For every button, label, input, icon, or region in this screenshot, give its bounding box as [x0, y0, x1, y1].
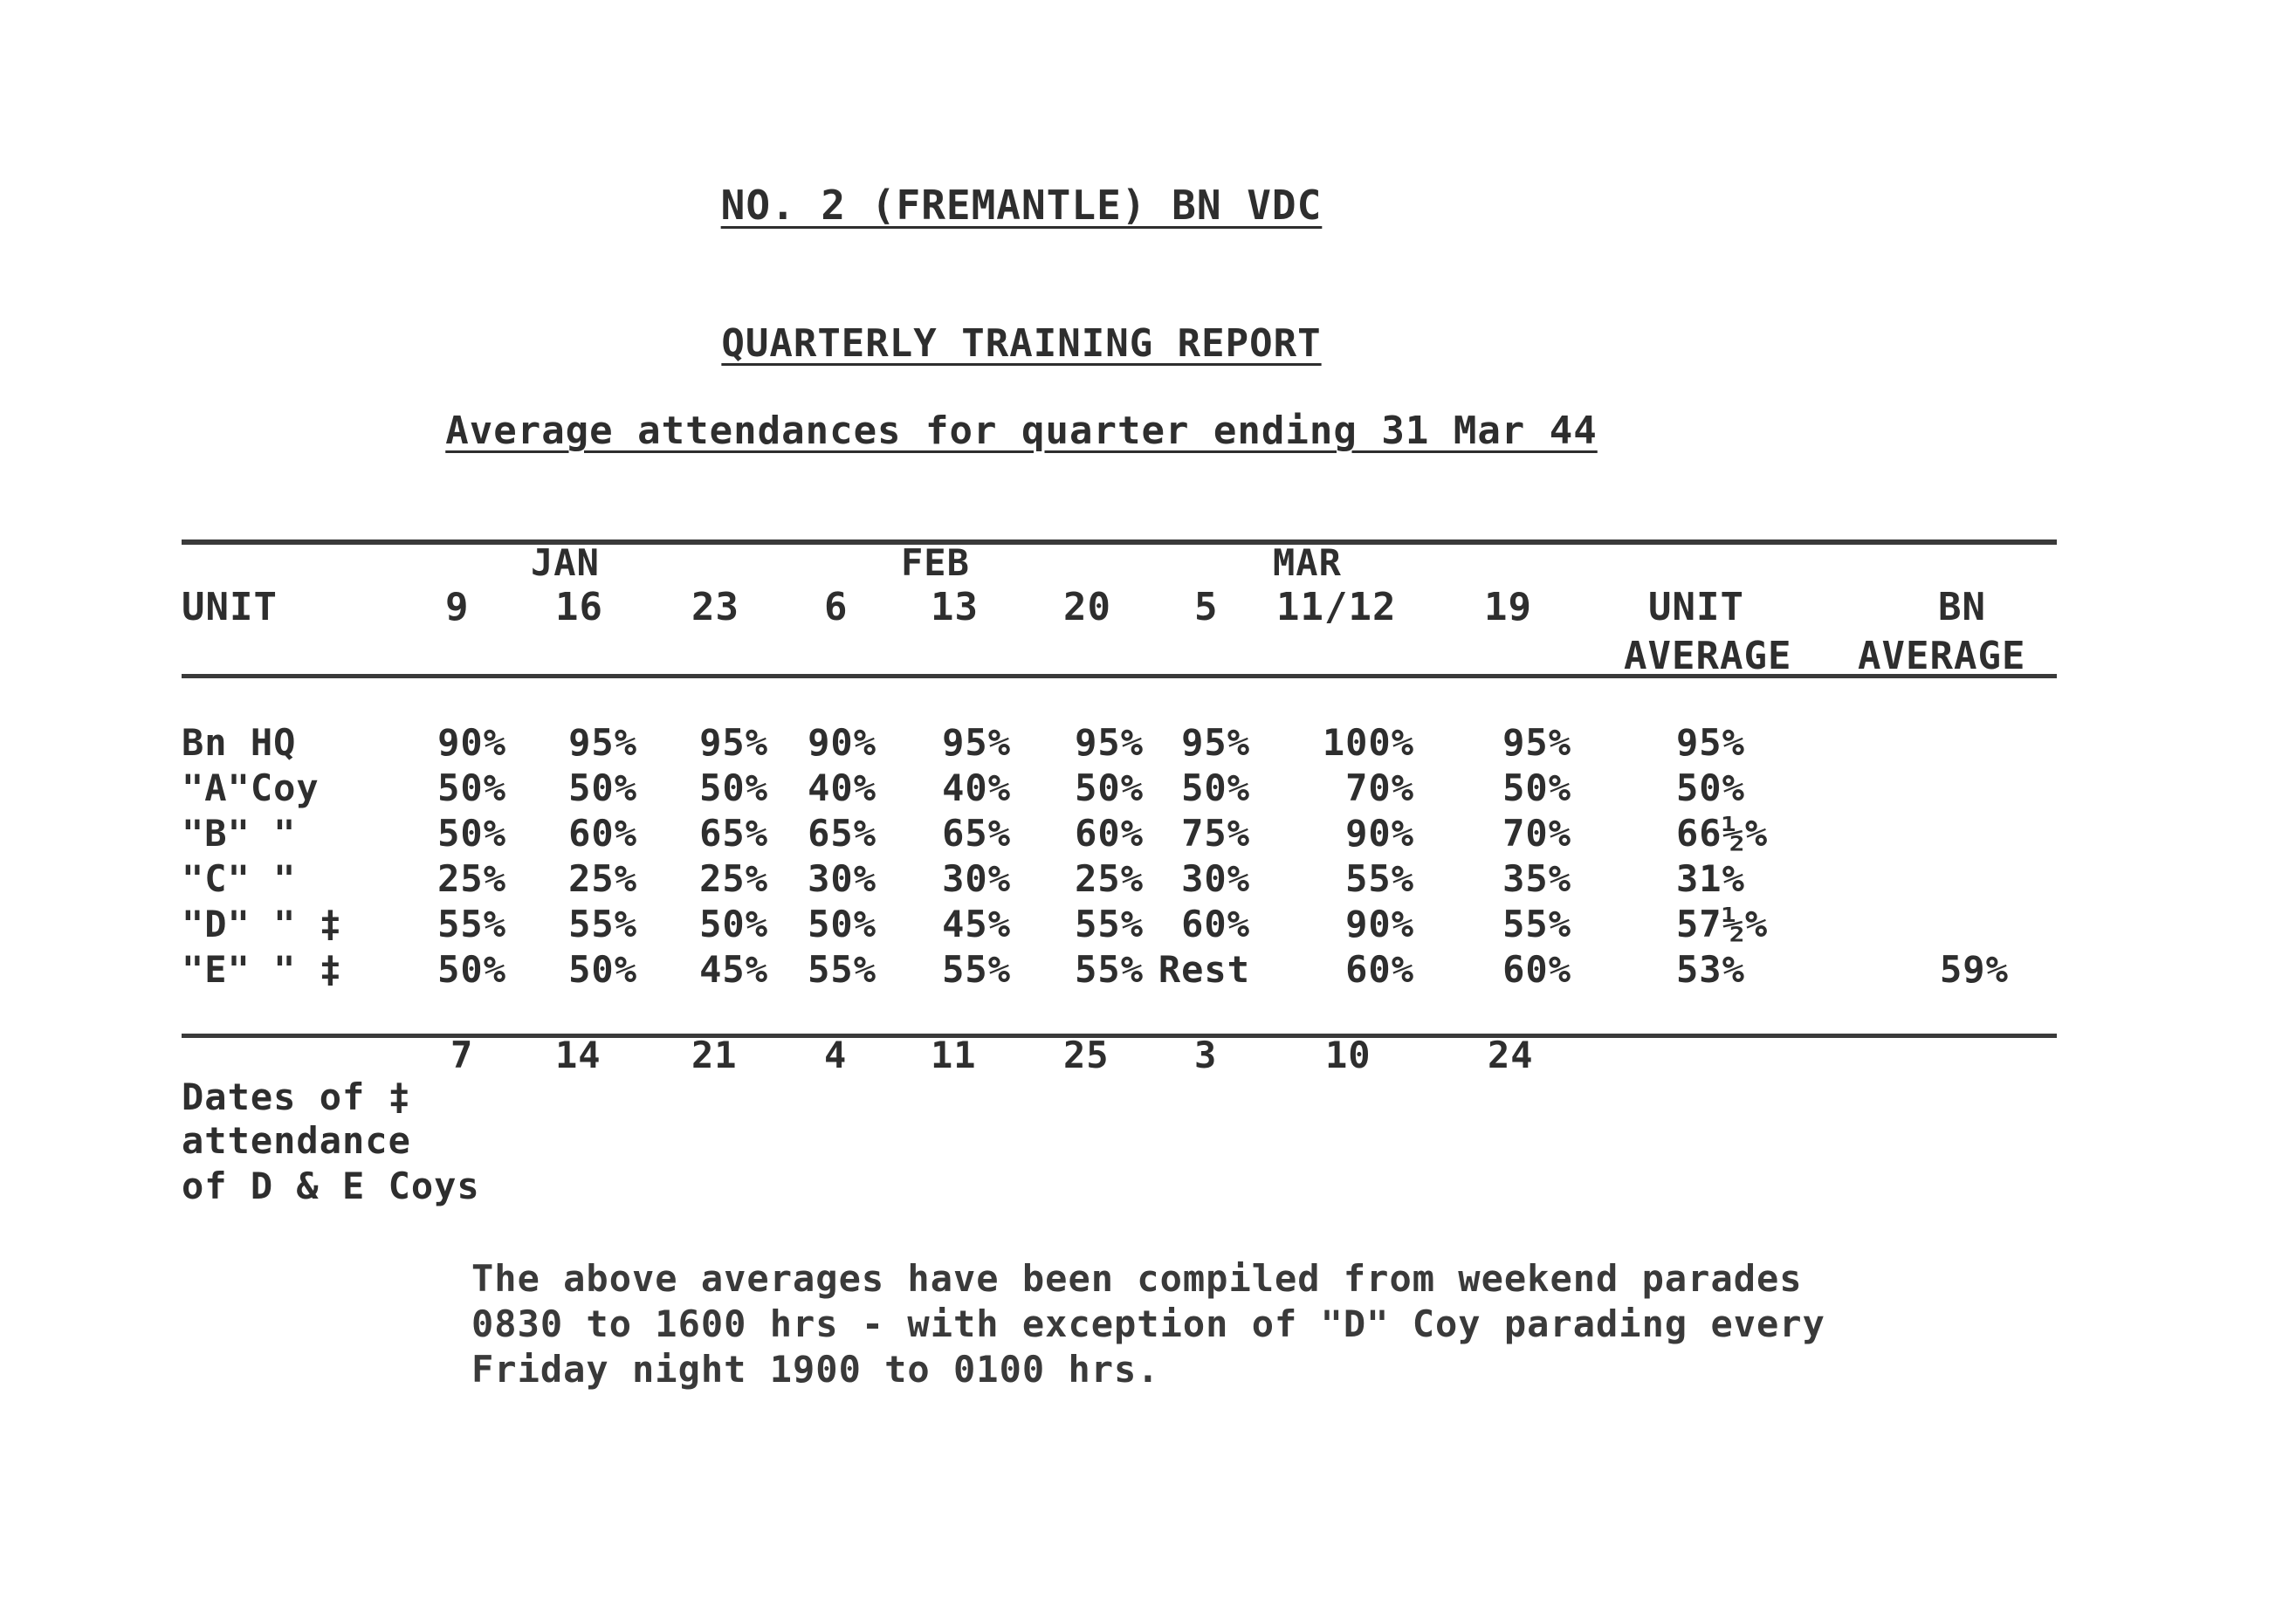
attendance-cell: 55% — [1502, 903, 1571, 945]
attendance-cell: 95% — [1075, 721, 1144, 764]
unit-average-cell: 95% — [1676, 721, 1745, 764]
unit-name: "A"Coy — [182, 766, 320, 809]
de-date-cell: 4 — [824, 1034, 848, 1076]
de-date-cell: 25 — [1063, 1034, 1110, 1076]
attendance-cell: 55% — [1075, 948, 1144, 991]
unit-name: "E" " ‡ — [182, 948, 343, 991]
unit-header: UNIT — [182, 585, 278, 629]
bn-average-value: 59% — [1940, 948, 2009, 991]
attendance-cell: 50% — [568, 948, 637, 991]
attendance-cell: 50% — [699, 766, 768, 809]
unit-name: Bn HQ — [182, 721, 297, 764]
attendance-cell: 50% — [437, 766, 506, 809]
attendance-cell: 25% — [1075, 857, 1144, 900]
attendance-cell: 45% — [699, 948, 768, 991]
de-date-cell: 7 — [450, 1034, 474, 1076]
date-header: 11/12 — [1276, 585, 1397, 629]
attendance-cell: 25% — [699, 857, 768, 900]
attendance-cell: 25% — [437, 857, 506, 900]
unit-average-header: UNIT — [1648, 585, 1744, 629]
attendance-cell: 65% — [942, 812, 1011, 855]
de-dates-label: of D & E Coys — [182, 1165, 480, 1207]
attendance-cell: 50% — [808, 903, 876, 945]
report-period: Average attendances for quarter ending 31 Mar 44 — [445, 409, 1598, 453]
date-header: 23 — [691, 585, 739, 629]
unit-average-cell: 53% — [1676, 948, 1745, 991]
attendance-cell: 30% — [942, 857, 1011, 900]
attendance-cell: 90% — [1345, 903, 1414, 945]
note-line: 0830 to 1600 hrs - with exception of "D" Coy parading every — [471, 1302, 1825, 1345]
attendance-cell: 60% — [1345, 948, 1414, 991]
attendance-cell: 50% — [699, 903, 768, 945]
unit-average-header: AVERAGE — [1624, 634, 1792, 678]
attendance-cell: Rest — [1158, 948, 1250, 991]
attendance-cell: 40% — [942, 766, 1011, 809]
attendance-cell: 95% — [1181, 721, 1250, 764]
attendance-cell: 40% — [808, 766, 876, 809]
month-jan: JAN — [531, 541, 600, 584]
attendance-cell: 70% — [1345, 766, 1414, 809]
note-line: The above averages have been compiled from weekend parades — [471, 1257, 1803, 1300]
de-date-cell: 21 — [691, 1034, 738, 1076]
month-feb: FEB — [901, 541, 970, 584]
de-date-cell: 14 — [555, 1034, 601, 1076]
attendance-cell: 95% — [568, 721, 637, 764]
date-header: 19 — [1484, 585, 1532, 629]
attendance-cell: 55% — [808, 948, 876, 991]
attendance-cell: 60% — [1181, 903, 1250, 945]
date-header: 6 — [824, 585, 849, 629]
date-header: 13 — [931, 585, 979, 629]
attendance-cell: 50% — [437, 948, 506, 991]
attendance-cell: 70% — [1502, 812, 1571, 855]
unit-average-cell: 50% — [1676, 766, 1745, 809]
de-date-cell: 3 — [1194, 1034, 1218, 1076]
attendance-cell: 65% — [699, 812, 768, 855]
unit-average-cell: 66½% — [1676, 812, 1769, 855]
unit-name: "D" " ‡ — [182, 903, 343, 945]
attendance-cell: 60% — [568, 812, 637, 855]
attendance-cell: 55% — [568, 903, 637, 945]
note-line: Friday night 1900 to 0100 hrs. — [471, 1348, 1160, 1391]
unit-average-cell: 57½% — [1676, 903, 1769, 945]
attendance-cell: 30% — [1181, 857, 1250, 900]
attendance-cell: 45% — [942, 903, 1011, 945]
attendance-cell: 90% — [808, 721, 876, 764]
de-date-cell: 10 — [1325, 1034, 1371, 1076]
table-top-rule — [182, 539, 2057, 545]
attendance-cell: 55% — [1075, 903, 1144, 945]
attendance-cell: 55% — [437, 903, 506, 945]
attendance-cell: 100% — [1322, 721, 1414, 764]
attendance-cell: 25% — [568, 857, 637, 900]
month-mar: MAR — [1273, 541, 1342, 584]
unit-name: "C" " — [182, 857, 297, 900]
de-dates-label: Dates of ‡ — [182, 1075, 411, 1118]
attendance-cell: 75% — [1181, 812, 1250, 855]
attendance-cell: 50% — [437, 812, 506, 855]
attendance-cell: 55% — [942, 948, 1011, 991]
attendance-cell: 95% — [942, 721, 1011, 764]
de-dates-label: attendance — [182, 1119, 411, 1162]
attendance-cell: 95% — [1502, 721, 1571, 764]
attendance-cell: 35% — [1502, 857, 1571, 900]
attendance-cell: 95% — [699, 721, 768, 764]
date-header: 5 — [1194, 585, 1219, 629]
attendance-cell: 90% — [1345, 812, 1414, 855]
date-header: 16 — [555, 585, 603, 629]
unit-average-cell: 31% — [1676, 857, 1745, 900]
date-header: 9 — [445, 585, 470, 629]
report-subtitle: QUARTERLY TRAINING REPORT — [721, 321, 1322, 366]
attendance-cell: 55% — [1345, 857, 1414, 900]
document-title: NO. 2 (FREMANTLE) BN VDC — [720, 182, 1323, 229]
date-header: 20 — [1063, 585, 1111, 629]
bn-average-header: BN — [1938, 585, 1986, 629]
attendance-cell: 90% — [437, 721, 506, 764]
attendance-cell: 50% — [1502, 766, 1571, 809]
attendance-cell: 50% — [568, 766, 637, 809]
attendance-cell: 60% — [1075, 812, 1144, 855]
de-date-cell: 24 — [1488, 1034, 1534, 1076]
unit-name: "B" " — [182, 812, 297, 855]
attendance-cell: 65% — [808, 812, 876, 855]
attendance-cell: 50% — [1181, 766, 1250, 809]
attendance-cell: 30% — [808, 857, 876, 900]
de-date-cell: 11 — [931, 1034, 977, 1076]
attendance-cell: 60% — [1502, 948, 1571, 991]
attendance-cell: 50% — [1075, 766, 1144, 809]
bn-average-header: AVERAGE — [1858, 634, 2026, 678]
